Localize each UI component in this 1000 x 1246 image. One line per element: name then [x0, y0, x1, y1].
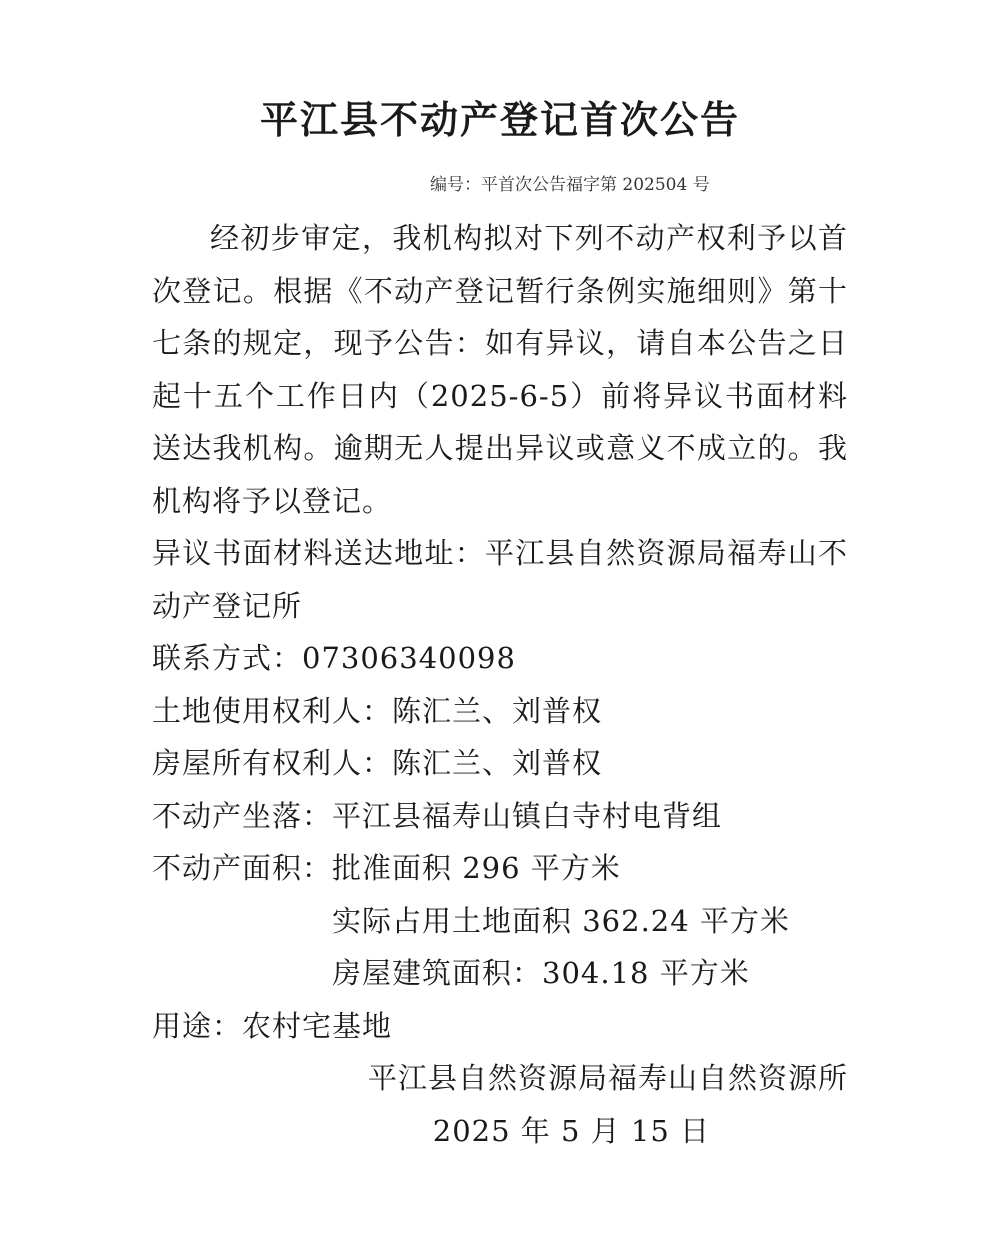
house-owner: 房屋所有权利人：陈汇兰、刘普权 — [152, 746, 603, 780]
area-building: 房屋建筑面积：304.18 平方米 — [332, 956, 750, 990]
property-location: 不动产坐落：平江县福寿山镇白寺村电背组 — [152, 798, 723, 833]
page-title: 平江县不动产登记首次公告 — [259, 97, 740, 142]
land-use-right-holder: 土地使用权利人：陈汇兰、刘普权 — [152, 693, 603, 728]
document-number: 编号：平首次公告福字第 202504 号 — [430, 175, 710, 195]
usage: 用途：农村宅基地 — [152, 1008, 393, 1043]
area-approved: 不动产面积：批准面积 296 平方米 — [152, 851, 621, 885]
notice-date: 2025 年 5 月 15 日 — [432, 1113, 710, 1148]
signing-authority: 平江县自然资源局福寿山自然资源所 — [367, 1061, 848, 1095]
notice-body — [152, 212, 848, 1157]
contact-info: 联系方式：07306340098 — [152, 641, 516, 675]
intro-paragraph: 经初步审定，我机构拟对下列不动产权利予以首次登记。根据《不动产登记暂行条例实施细则》第十七条的规定，现予公告：如有异议，请自本公告之日起十五个工作日内（2025-6-5）前将异议书面材料送达我机构。逾期无人提出异议或意义不成立的。我机构将予以登记。 — [152, 221, 848, 518]
objection-address: 异议书面材料送达地址：平江县自然资源局福寿山不动产登记所 — [152, 536, 848, 623]
area-actual-land: 实际占用土地面积 362.24 平方米 — [332, 903, 790, 938]
